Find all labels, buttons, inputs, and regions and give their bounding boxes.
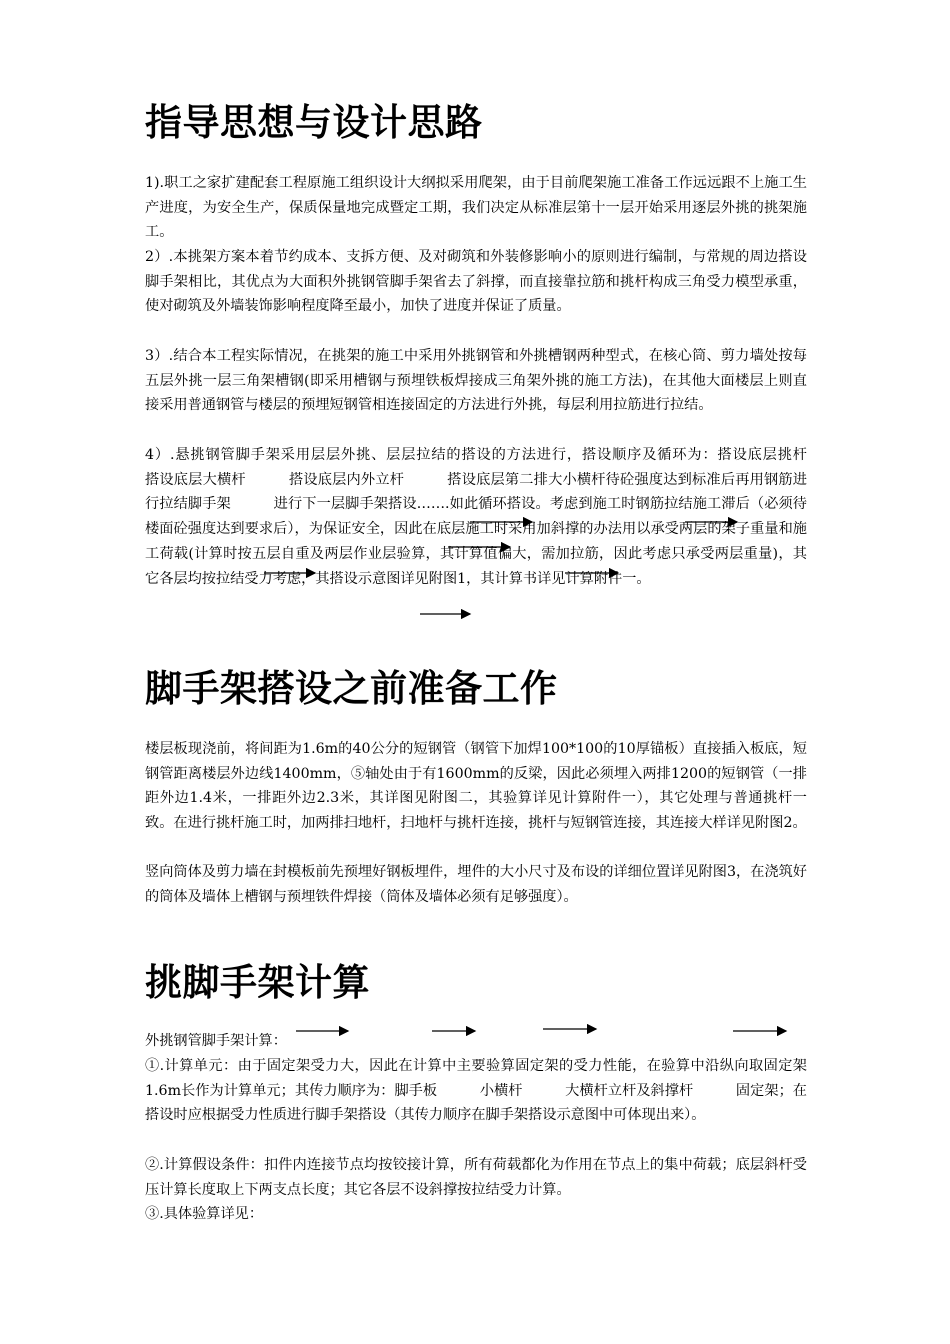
paragraph: ①.计算单元：由于固定架受力大，因此在计算中主要验算固定架的受力性能，在验算中沿纵向取固定架1.6m长作为计算单元；其传力顺序为：脚手板 小横杆 大横杆立杆及斜撑杆 固定架；在搭设时应根据受力性质进行脚手架搭设（其传力顺序在脚手架搭设示意图中可体现出来）。 [145,1058,807,1124]
section-heading-design-ideas: 指导思想与设计思路 [145,101,483,144]
section-heading-preparation: 脚手架搭设之前准备工作 [145,667,558,710]
section-heading-calculation: 挑脚手架计算 [145,961,370,1004]
paragraph: 2）.本挑架方案本着节约成本、支拆方便、及对砌筑和外装修影响小的原则进行编制，与常规的周边搭设脚手架相比，其优点为大面积外挑钢管脚手架省去了斜撑，而直接靠拉筋和挑杆构成三角受力模型承重，使对砌筑及外墙装饰影响程度降至最小，加快了进度并保证了质量。 [145,249,807,315]
paragraph: ③.具体验算详见： [145,1206,264,1222]
paragraph: ②.计算假设条件：扣件内连接节点均按铰接计算，所有荷载都化为作用在节点上的集中荷载；底层斜杆受压计算长度取上下两支点长度；其它各层不设斜撑按拉结受力计算。 [145,1157,807,1198]
paragraph: 3）.结合本工程实际情况，在挑架的施工中采用外挑钢管和外挑槽钢两种型式，在核心筒、剪力墙处按每五层外挑一层三角架槽钢(即采用槽钢与预埋铁板焊接成三角架外挑的施工方法)，在其他大面楼层上则直接采用普通钢管与楼层的预埋短钢管相连接固定的方法进行外挑，每层利用拉筋进行拉结。 [145,348,807,414]
paragraph: 楼层板现浇前，将间距为1.6m的40公分的短钢管（钢管下加焊100*100的10厚锚板）直接插入板底，短钢管距离楼层外边线1400mm，⑤轴处由于有1600mm的反梁，因此必须埋入两排1200的短钢管（一排距外边1.4米，一排距外边2.3米，其详图见附图二，其验算详见计算附件一），其它处理与普通挑杆一致。在进行挑杆施工时，加两排扫地杆，扫地杆与挑杆连接，挑杆与短钢管连接，其连接大样详见附图2。 [145,741,807,832]
paragraph: 4）.悬挑钢管脚手架采用层层外挑、层层拉结的搭设的方法进行，搭设顺序及循环为：搭设底层挑杆 搭设底层大横杆 搭设底层内外立杆 搭设底层第二排大小横杆待砼强度达到标准后再用钢筋进行拉结脚手架 进行下一层脚手架搭设…….如此循环搭设。考虑到施工时钢筋拉结施工滞后（必须待楼面砼强度达到要求后），为保证安全，因此在底层施工时采用加斜撑的办法用以承受两层的架子重量和施工荷载(计算时按五层自重及两层作业层验算，其计算值偏大，需加拉筋，因此考虑只承受两层重量)，其它各层均按拉结受力考虑，其搭设示意图详见附图1，其计算书详见计算附件一。 [145,447,850,587]
paragraph: 1).职工之家扩建配套工程原施工组织设计大纲拟采用爬架，由于目前爬架施工准备工作远远跟不上施工生产进度，为安全生产，保质保量地完成暨定工期，我们决定从标准层第十一层开始采用逐层外挑的挑架施工。 [145,175,807,241]
paragraph: 外挑钢管脚手架计算： [145,1033,287,1049]
paragraph: 竖向筒体及剪力墙在封模板前先预埋好钢板埋件，埋件的大小尺寸及布设的详细位置详见附图3，在浇筑好的筒体及墙体上槽钢与预埋铁件焊接（筒体及墙体必须有足够强度）。 [145,864,807,905]
